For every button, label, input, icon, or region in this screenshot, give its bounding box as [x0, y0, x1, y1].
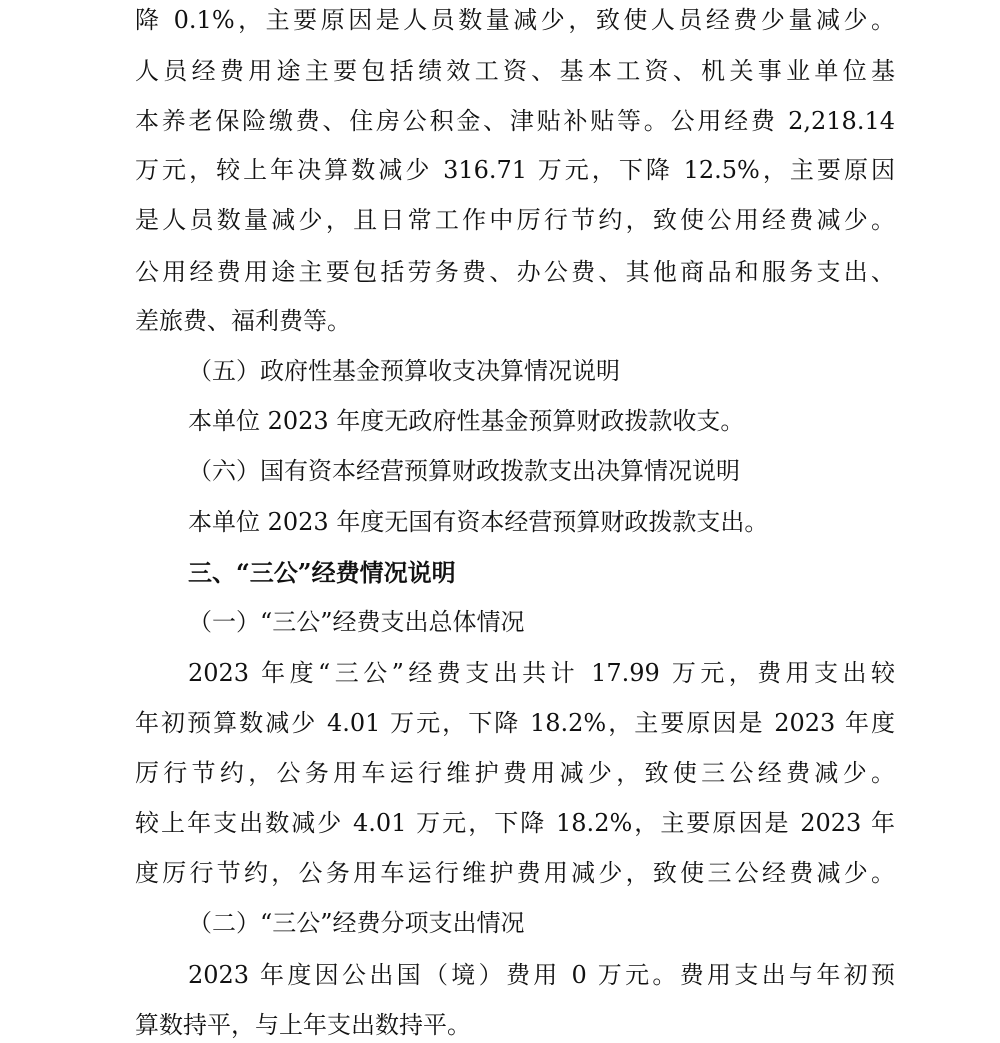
body-text-line: 2023 年度因公出国（境）费用 0 万元。费用支出与年初预: [188, 961, 895, 989]
body-text-line: 算数持平，与上年支出数持平。: [135, 1011, 471, 1039]
body-text-line: 本单位 2023 年度无政府性基金预算财政拨款收支。: [188, 407, 745, 435]
body-text-line: 是人员数量减少，且日常工作中厉行节约，致使公用经费减少。: [135, 206, 895, 234]
body-text-line: 厉行节约，公务用车运行维护费用减少，致使三公经费减少。: [135, 759, 895, 787]
body-text-line: 较上年支出数减少 4.01 万元，下降 18.2%，主要原因是 2023 年: [135, 809, 895, 837]
section-heading: （五）政府性基金预算收支决算情况说明: [188, 357, 620, 385]
body-text-line: 度厉行节约，公务用车运行维护费用减少，致使三公经费减少。: [135, 859, 895, 887]
body-text-line: 降 0.1%，主要原因是人员数量减少，致使人员经费少量减少。: [135, 6, 895, 34]
section-heading: （二）“三公”经费分项支出情况: [188, 909, 525, 937]
chapter-heading: 三、“三公”经费情况说明: [188, 558, 456, 587]
body-text-line: 2023 年度“三公”经费支出共计 17.99 万元，费用支出较: [188, 659, 895, 687]
body-text-line: 年初预算数减少 4.01 万元，下降 18.2%，主要原因是 2023 年度: [135, 709, 895, 737]
body-text-line: 本单位 2023 年度无国有资本经营预算财政拨款支出。: [188, 508, 769, 536]
section-heading: （六）国有资本经营预算财政拨款支出决算情况说明: [188, 457, 740, 485]
body-text-line: 本养老保险缴费、住房公积金、津贴补贴等。公用经费 2,218.14: [135, 107, 895, 135]
body-text-line: 差旅费、福利费等。: [135, 307, 351, 335]
body-text-line: 万元，较上年决算数减少 316.71 万元，下降 12.5%，主要原因: [135, 156, 895, 184]
body-text-line: 公用经费用途主要包括劳务费、办公费、其他商品和服务支出、: [135, 258, 895, 286]
body-text-line: 人员经费用途主要包括绩效工资、基本工资、机关事业单位基: [135, 57, 895, 85]
section-heading: （一）“三公”经费支出总体情况: [188, 608, 525, 636]
